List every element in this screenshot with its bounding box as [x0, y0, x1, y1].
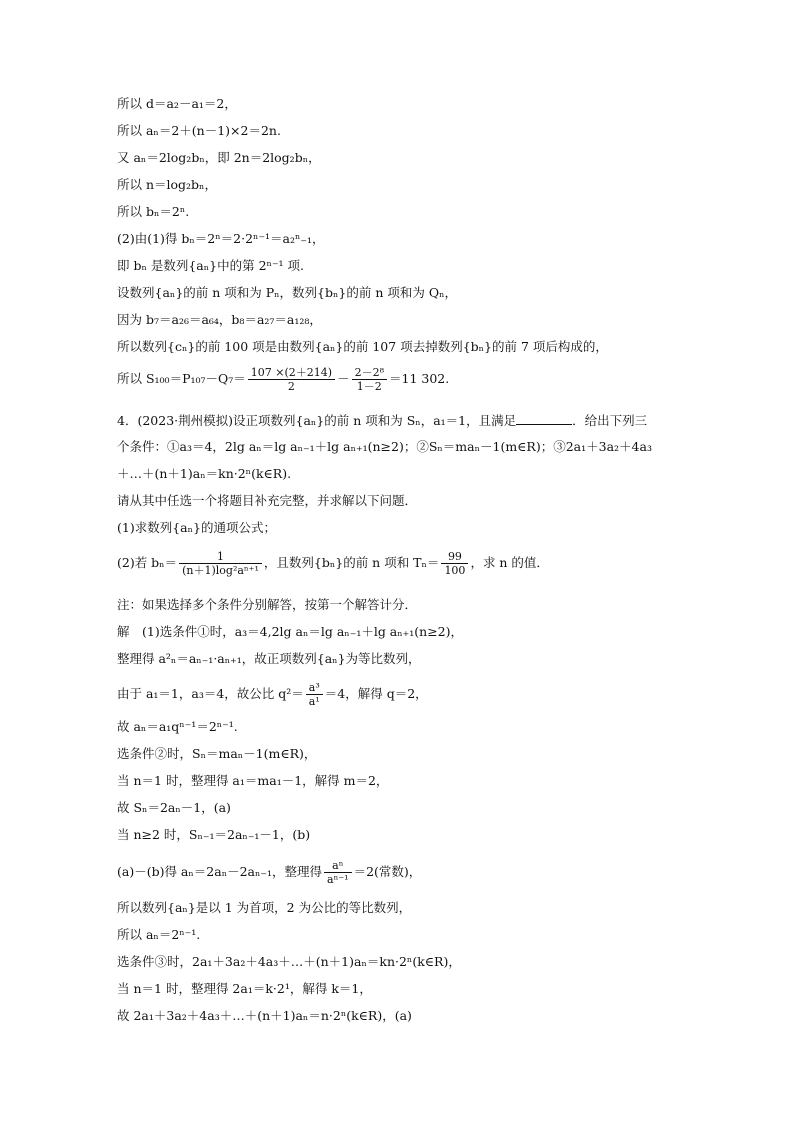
- fraction-denominator: 2: [287, 380, 295, 393]
- text-line: (2)由(1)得 bₙ＝2ⁿ＝2·2ⁿ⁻¹＝a₂ⁿ₋₁，: [117, 231, 325, 246]
- fraction: [248, 366, 335, 393]
- subquestion-2: [117, 550, 549, 577]
- subquestion-2-text: (2)若 bₙ＝: [117, 555, 178, 570]
- solution-text: ＝2(常数)，: [353, 864, 422, 879]
- solution-text: ＝4，解得 q＝2，: [324, 686, 428, 701]
- s100-prefix: 所以 S₁₀₀＝P₁₀₇－Q₇＝: [117, 371, 246, 386]
- solution-line: 所以数列{aₙ}是以 1 为首项，2 为公比的等比数列，: [117, 900, 412, 915]
- subquestion-1: (1)求数列{aₙ}的通项公式；: [117, 520, 276, 535]
- fraction-denominator: aⁿ⁻¹: [327, 873, 349, 886]
- solution-line: 选条件②时，Sₙ＝maₙ－1(m∈R)，: [117, 746, 317, 761]
- solution-line: 所以 aₙ＝2ⁿ⁻¹.: [117, 927, 201, 942]
- fraction: [441, 550, 468, 577]
- solution-line: [117, 681, 428, 708]
- text-line: 所以数列{cₙ}的前 100 项是由数列{aₙ}的前 107 项去掉数列{bₙ}的前 7 项后构成的，: [117, 339, 608, 354]
- s100-equation: [117, 366, 449, 393]
- text-line: 因为 b₇＝a₂₆＝a₆₄，b₈＝a₂₇＝a₁₂₈，: [117, 312, 322, 327]
- fraction-denominator: 100: [444, 564, 466, 577]
- solution-text: 由于 a₁＝1，a₃＝4，故公比 q²＝: [117, 686, 304, 701]
- fraction-numerator: 107 ×(2＋214): [248, 366, 335, 380]
- fraction-denominator: (n＋1)log²aⁿ⁺¹: [182, 564, 259, 577]
- conditions-line: 个条件：①a₃＝4，2lg aₙ＝lg aₙ₋₁＋lg aₙ₊₁(n≥2)；②Sₙ＝maₙ－1(m∈R)；③2a₁＋3a₂＋4a₃: [117, 439, 652, 454]
- minus-sign: －: [337, 371, 350, 386]
- solution-line: 当 n＝1 时，整理得 a₁＝ma₁－1，解得 m＝2，: [117, 773, 389, 788]
- solution-line: 整理得 a²ₙ＝aₙ₋₁·aₙ₊₁，故正项数列{aₙ}为等比数列，: [117, 651, 421, 666]
- text-line: 所以 bₙ＝2ⁿ.: [117, 204, 190, 219]
- subquestion-2-text: ，且数列{bₙ}的前 n 项和 Tₙ＝: [263, 555, 440, 570]
- fraction-numerator: 2－2⁸: [352, 366, 387, 380]
- s100-result: ＝11 302.: [389, 371, 450, 386]
- fraction: [306, 681, 323, 708]
- text-line: 所以 n＝log₂bₙ，: [117, 177, 217, 192]
- solution-line: 故 aₙ＝a₁qⁿ⁻¹＝2ⁿ⁻¹.: [117, 719, 238, 734]
- question-4-line: [117, 412, 647, 429]
- question-4-stem: 4．(2023·荆州模拟)设正项数列{aₙ}的前 n 项和为 Sₙ，a₁＝1，且满足: [117, 413, 517, 428]
- instruction-line: 请从其中任选一个将题目补充完整，并求解以下问题．: [117, 493, 418, 508]
- question-4-stem-end: ．给出下列三: [572, 413, 648, 428]
- text-line: 又 aₙ＝2log₂bₙ，即 2n＝2log₂bₙ，: [117, 150, 321, 165]
- solution-line: [117, 859, 421, 886]
- solution-line: 当 n≥2 时，Sₙ₋₁＝2aₙ₋₁－1，(b): [117, 827, 311, 842]
- answer-blank: [516, 412, 572, 425]
- text-line: 设数列{aₙ}的前 n 项和为 Pₙ，数列{bₙ}的前 n 项和为 Qₙ，: [117, 285, 457, 300]
- text-line: 所以 d＝a₂－a₁＝2，: [117, 96, 237, 111]
- fraction-numerator: aⁿ: [324, 859, 352, 873]
- fraction-denominator: 1－2: [356, 380, 382, 393]
- text-line: 即 bₙ 是数列{aₙ}中的第 2ⁿ⁻¹ 项.: [117, 258, 305, 273]
- fraction-numerator: a³: [306, 681, 323, 695]
- solution-line: 解 (1)选条件①时，a₃＝4,2lg aₙ＝lg aₙ₋₁＋lg aₙ₊₁(n≥2)，: [117, 624, 463, 639]
- solution-line: 故 2a₁＋3a₂＋4a₃＋…＋(n＋1)aₙ＝n·2ⁿ(k∈R)，(a): [117, 1008, 412, 1023]
- fraction: [352, 366, 387, 393]
- text-line: 所以 aₙ＝2＋(n－1)×2＝2n.: [117, 123, 281, 138]
- solution-line: 当 n＝1 时，整理得 2a₁＝k·2¹，解得 k＝1，: [117, 981, 372, 996]
- subquestion-2-text: ，求 n 的值．: [470, 555, 549, 570]
- conditions-line: ＋…＋(n＋1)aₙ＝kn·2ⁿ(k∈R).: [117, 466, 292, 481]
- note-line: 注：如果选择多个条件分别解答，按第一个解答计分．: [117, 597, 418, 612]
- fraction: [179, 550, 262, 577]
- solution-line: 故 Sₙ＝2aₙ－1，(a): [117, 800, 231, 815]
- solution-text: (a)－(b)得 aₙ＝2aₙ－2aₙ₋₁，整理得: [117, 864, 323, 879]
- solution-line: 选条件③时，2a₁＋3a₂＋4a₃＋…＋(n＋1)aₙ＝kn·2ⁿ(k∈R)，: [117, 954, 461, 969]
- fraction-numerator: 1: [179, 550, 262, 564]
- fraction-denominator: a¹: [308, 695, 320, 708]
- fraction-numerator: 99: [441, 550, 468, 564]
- fraction: [324, 859, 352, 886]
